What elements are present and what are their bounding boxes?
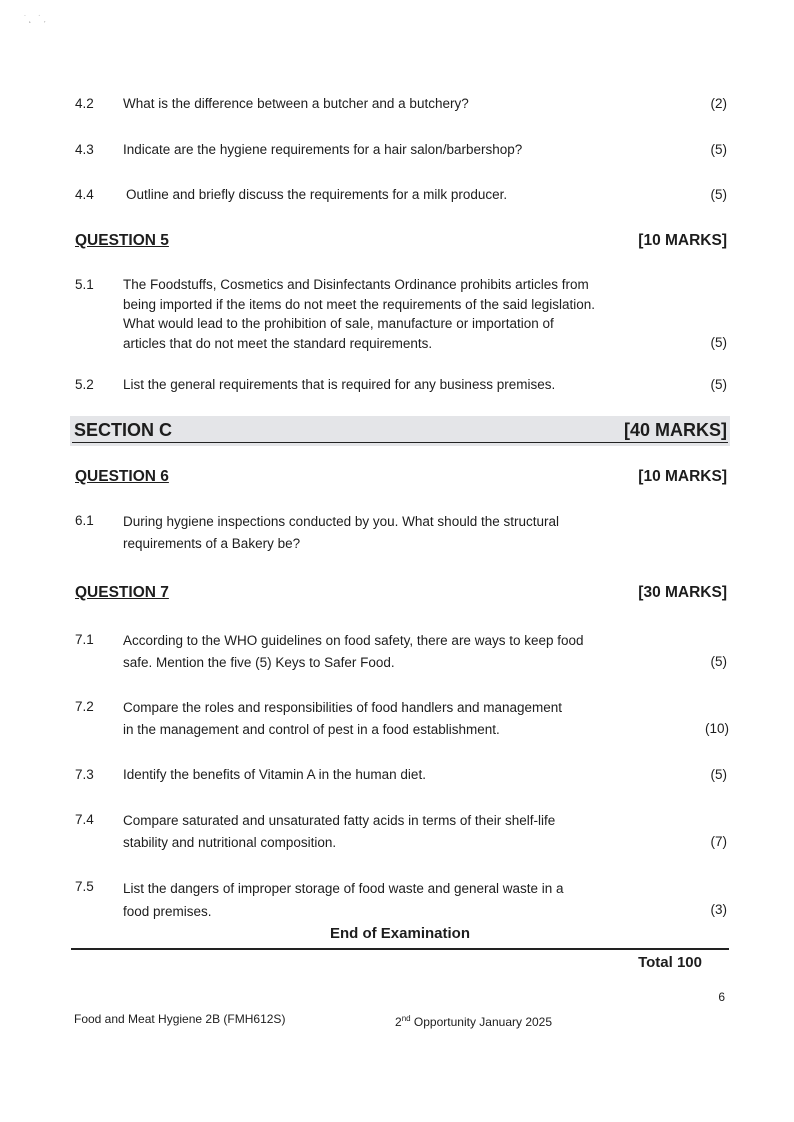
question-5-marks: [10 MARKS] (638, 232, 727, 249)
item-text (123, 810, 555, 854)
item-line: in the management and control of pest in a food establishment. (123, 722, 500, 737)
item-line: According to the WHO guidelines on food safety, there are ways to keep food (123, 633, 584, 648)
item-text (123, 697, 562, 741)
item-marks: (10) (704, 721, 729, 736)
item-line: being imported if the items do not meet the requirements of the said legislation. (123, 296, 596, 312)
end-of-examination: End of Examination (329, 925, 470, 942)
item-number: 7.2 (75, 699, 94, 714)
item-line: The Foodstuffs, Cosmetics and Disinfectants Ordinance prohibits articles from (123, 277, 589, 292)
footer-opportunity (395, 1009, 552, 1032)
question-5-title: QUESTION 5 (75, 232, 169, 249)
item-marks: (5) (710, 142, 727, 157)
item-number: 7.3 (75, 767, 94, 782)
item-number: 5.1 (75, 277, 94, 292)
item-text (123, 275, 595, 353)
item-marks: (5) (710, 187, 727, 202)
opportunity-suffix: nd (401, 1014, 411, 1023)
item-line: List the dangers of improper storage of food waste and general waste in a (123, 881, 564, 896)
item-number: 5.2 (75, 377, 94, 392)
section-c-underline (72, 442, 728, 443)
question-7-marks: [30 MARKS] (638, 584, 727, 601)
item-text: Indicate are the hygiene requirements for a hair salon/barbershop? (123, 142, 523, 157)
opportunity-number: 2 (395, 1015, 402, 1029)
item-marks: (3) (710, 902, 727, 917)
item-text (123, 877, 564, 923)
item-number: 7.4 (75, 812, 94, 827)
item-number: 7.5 (75, 879, 94, 894)
item-text (123, 630, 584, 674)
total-marks: Total 100 (638, 954, 702, 971)
item-line: What would lead to the prohibition of sale, manufacture or importation of (123, 316, 554, 331)
item-number: 4.3 (75, 142, 94, 157)
item-marks: (2) (710, 96, 727, 111)
item-text: Identify the benefits of Vitamin A in the human diet. (123, 767, 426, 782)
item-text (123, 511, 559, 555)
question-7-title: QUESTION 7 (75, 584, 169, 601)
item-line: articles that do not meet the standard requirements. (123, 335, 433, 351)
item-text: List the general requirements that is required for any business premises. (123, 377, 556, 392)
item-number: 6.1 (75, 513, 94, 528)
item-line: food premises. (123, 904, 212, 919)
item-marks: (5) (710, 654, 727, 669)
item-text: What is the difference between a butcher and a butchery? (123, 96, 469, 111)
question-6-marks: [10 MARKS] (638, 468, 727, 485)
item-text: Outline and briefly discuss the requirements for a milk producer. (126, 187, 508, 202)
item-number: 4.2 (75, 96, 94, 111)
item-line: Compare the roles and responsibilities of food handlers and management (123, 700, 563, 715)
opportunity-text: Opportunity January 2025 (410, 1015, 553, 1029)
question-6-title: QUESTION 6 (75, 468, 169, 485)
item-line: Compare saturated and unsaturated fatty acids in terms of their shelf-life (123, 813, 556, 828)
end-rule (71, 948, 729, 950)
item-marks: (5) (710, 335, 727, 350)
item-marks: (5) (710, 377, 727, 392)
item-line: safe. Mention the five (5) Keys to Safer Food. (123, 655, 395, 670)
item-marks: (7) (710, 834, 727, 849)
page-number: 6 (718, 990, 725, 1004)
item-marks: (5) (710, 767, 727, 782)
footer-course: Food and Meat Hygiene 2B (FMH612S) (74, 1012, 286, 1026)
section-c-title: SECTION C (74, 420, 173, 440)
item-number: 7.1 (75, 632, 94, 647)
item-line: stability and nutritional composition. (123, 835, 337, 850)
item-line: requirements of a Bakery be? (123, 536, 301, 551)
scan-specks: ˙ ˛ ˙ ˏ (24, 14, 46, 23)
section-c-marks: [40 MARKS] (623, 420, 727, 440)
item-line: During hygiene inspections conducted by you. What should the structural (123, 514, 560, 529)
item-number: 4.4 (75, 187, 94, 202)
